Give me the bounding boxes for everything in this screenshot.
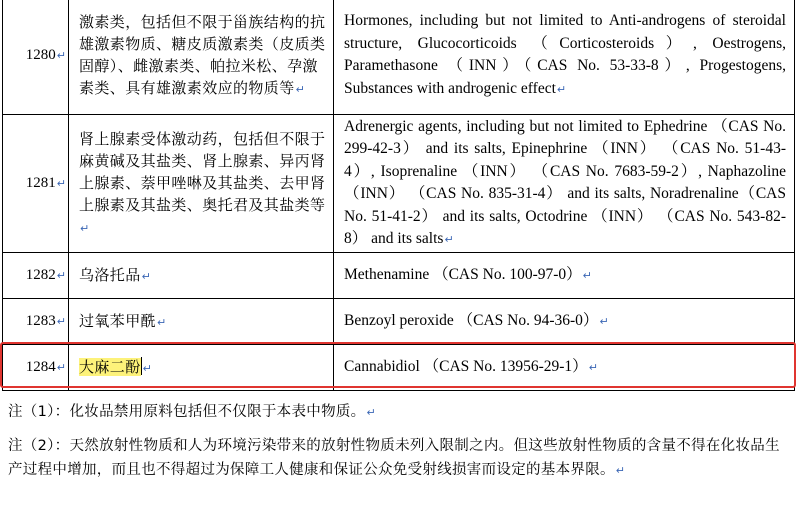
row-number-cell[interactable]: 1284↵ [3,345,69,391]
chinese-name-cell[interactable]: 肾上腺素受体激动药，包括但不限于麻黄碱及其盐类、肾上腺素、异丙肾上腺素、萘甲唑啉及其盐类、去甲肾上腺素及其盐类、奥托君及其盐类等↵ [69,115,334,253]
table-row [3,299,795,345]
paragraph-mark-icon: ↵ [556,82,567,96]
table-row [3,0,795,115]
chinese-name-cell[interactable]: 乌洛托品↵ [69,253,334,299]
paragraph-mark-icon: ↵ [141,269,152,283]
table-row [3,115,795,253]
paragraph-mark-icon: ↵ [444,233,454,246]
table-row [3,253,795,299]
text-cursor [141,357,142,375]
chinese-name-cell[interactable]: 激素类，包括但不限于甾族结构的抗雄激素物质、糖皮质激素类（皮质类固醇）、雌激素类、帕拉米松、孕激素类、具有雄激素效应的物质等↵ [69,0,334,115]
english-name-cell[interactable]: Hormones, including but not limited to Anti-androgens of steroidal structure, Glucocorticoids （Corticosteroids）, Oestrogens, Paramethasone （INN）（CAS No. 53-33-8）, Progestogens, Substances with androgenic effect↵ [334,0,795,115]
table-row-selected [3,345,795,391]
english-name-cell[interactable]: Methenamine （CAS No. 100-97-0）↵ [334,253,795,299]
row-number-cell[interactable]: 1281↵ [3,115,69,253]
paragraph-mark-icon: ↵ [615,464,626,477]
english-name-cell[interactable]: Adrenergic agents, including but not limited to Ephedrine （CAS No. 299-42-3） and its salts, Epinephrine （INN） （CAS No. 51-43-4）, Isoprenaline （INN） （CAS No. 7683-59-2）, Naphazoline （INN） （CAS No. 835-31-4） and its salts, Noradrenaline（CAS No. 51-41-2） and its salts, Octodrine （INN） （CAS No. 543-82-8） and its salts↵ [334,115,795,253]
row-number-cell[interactable]: 1282↵ [3,253,69,299]
footnote-1[interactable]: 注（1）：化妆品禁用原料包括但不仅限于本表中物质。↵ [8,404,377,420]
paragraph-mark-icon: ↵ [56,315,66,328]
paragraph-mark-icon: ↵ [599,314,609,328]
paragraph-mark-icon: ↵ [142,361,153,375]
chinese-name-cell[interactable] [69,345,334,391]
chinese-name-cell[interactable]: 过氧苯甲酰↵ [69,299,334,345]
row-number-cell[interactable]: 1280↵ [3,0,69,115]
footnote-2[interactable]: 注（2）：天然放射性物质和人为环境污染带来的放射性物质未列入限制之内。但这些放射性物质的含量不得在化妆品生产过程中增加，而且也不得超过为保障工人健康和保证公众免受射线损害而设定的基本界限。↵ [8,438,780,478]
highlighted-text[interactable]: 大麻二酚 [79,357,141,376]
paragraph-mark-icon: ↵ [157,315,167,329]
row-number-cell[interactable]: 1283↵ [3,299,69,345]
paragraph-mark-icon: ↵ [366,406,377,419]
paragraph-mark-icon: ↵ [588,360,598,374]
english-name-cell[interactable]: Cannabidiol （CAS No. 13956-29-1）↵ [334,345,795,391]
paragraph-mark-icon: ↵ [56,361,66,374]
paragraph-mark-icon: ↵ [582,268,592,282]
paragraph-mark-icon: ↵ [56,49,66,62]
prohibited-ingredients-table [2,0,795,391]
paragraph-mark-icon: ↵ [295,82,306,96]
english-name-cell[interactable]: Benzoyl peroxide （CAS No. 94-36-0）↵ [334,299,795,345]
paragraph-mark-icon: ↵ [56,177,66,190]
paragraph-mark-icon: ↵ [56,269,66,282]
paragraph-mark-icon: ↵ [80,221,90,235]
